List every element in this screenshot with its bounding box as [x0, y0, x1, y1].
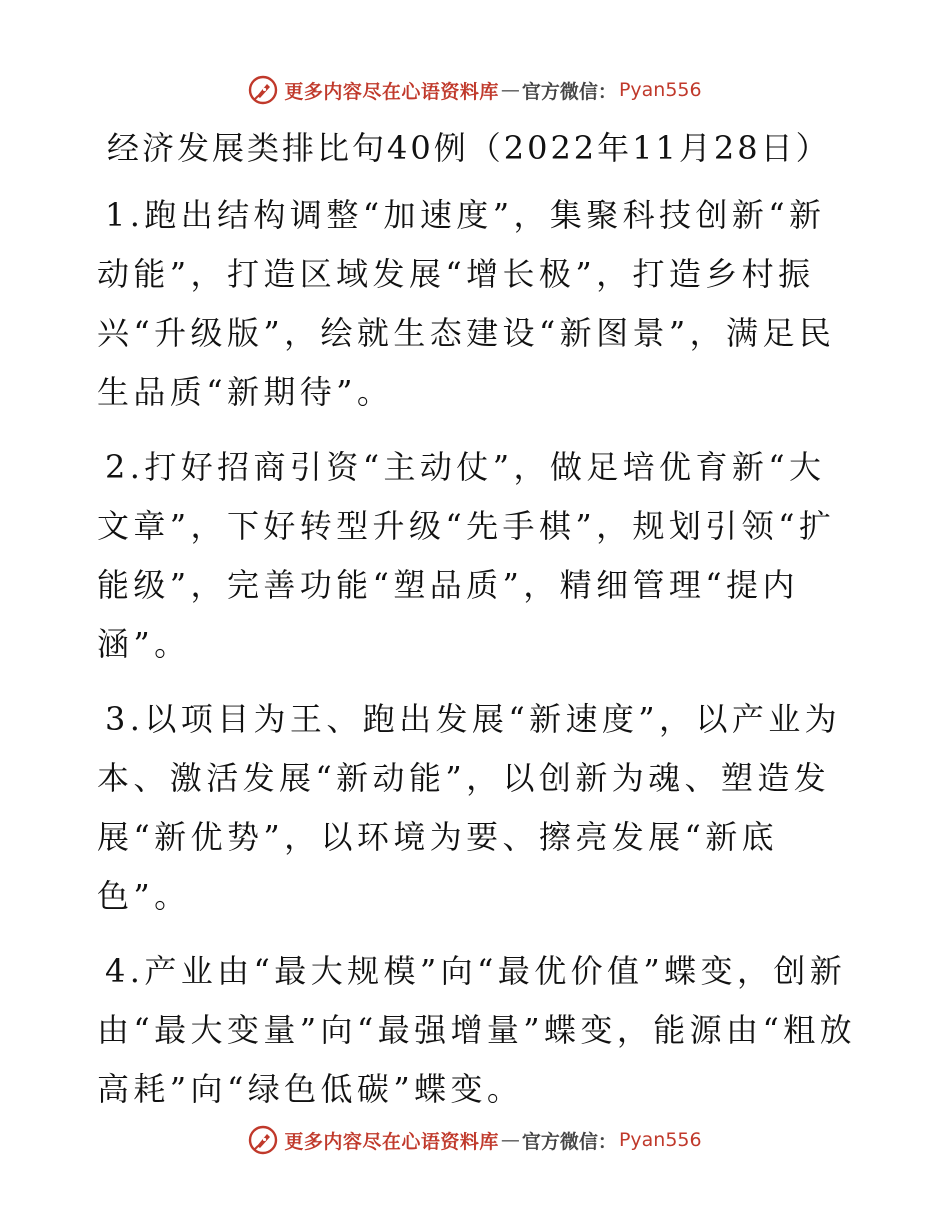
pen-nib-logo-icon [248, 1125, 278, 1155]
footer-banner [0, 1120, 950, 1160]
document-body [97, 120, 857, 1135]
paragraph-2: 2.打好招商引资“主动仗”，做足培优育新“大文章”，下好转型升级“先手棋”，规划引领“扩能级”，完善功能“塑品质”，精细管理“提内涵”。 [97, 448, 836, 663]
paragraph-1: 1.跑出结构调整“加速度”，集聚科技创新“新动能”，打造区域发展“增长极”，打造乡村振兴“升级版”，绘就生态建设“新图景”，满足民生品质“新期待”。 [97, 196, 836, 411]
banner-wechat-id: Pyan556 [618, 1129, 702, 1151]
banner-label: 官方微信： [521, 1130, 617, 1153]
paragraph-3: 3.以项目为王、跑出发展“新速度”，以产业为本、激活发展“新动能”，以创新为魂、塑造发展“新优势”，以环境为要、擦亮发展“新底色”。 [97, 700, 842, 915]
paragraph-4: 4.产业由“最大规模”向“最优价值”蝶变，创新由“最大变量”向“最强增量”蝶变，能源由“粗放高耗”向“绿色低碳”蝶变。 [97, 952, 856, 1108]
banner-wechat-id: Pyan556 [618, 79, 702, 101]
banner-text: 更多内容尽在心语资料库 [284, 1130, 499, 1153]
banner-dash: — [500, 1129, 520, 1151]
pen-nib-logo-icon [248, 75, 278, 105]
banner-dash: — [500, 79, 520, 101]
banner-text: 更多内容尽在心语资料库 [284, 80, 499, 103]
document-title: 经济发展类排比句40例（2022年11月28日） [107, 129, 831, 167]
banner-label: 官方微信： [521, 80, 617, 103]
header-banner [0, 70, 950, 110]
